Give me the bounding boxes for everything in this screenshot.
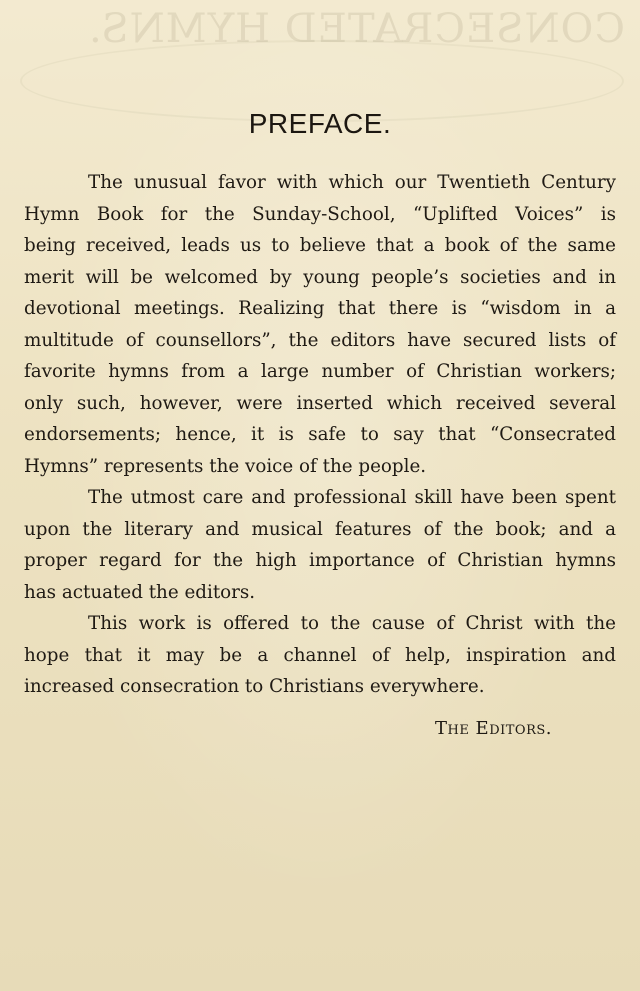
text-line: increased consecration to Christians everywhere. bbox=[24, 676, 485, 697]
paragraph-1 bbox=[24, 167, 616, 482]
text-line: endorsements; hence, it is safe to say that “Consecrated bbox=[24, 424, 616, 445]
text-line: multitude of counsellors”, the editors have secured lists of bbox=[24, 329, 616, 351]
text-line: merit will be welcomed by young people’s societies and in bbox=[24, 266, 616, 288]
text-line: Hymns” represents the voice of the people. bbox=[24, 455, 427, 477]
text-line: Hymn Book for the Sunday-School, “Uplifted Voices” is bbox=[24, 203, 616, 225]
paragraph-3 bbox=[24, 608, 616, 703]
page-title: PREFACE. bbox=[248, 108, 392, 139]
text-line: upon the literary and musical features of the book; and a bbox=[24, 518, 616, 540]
paragraph-2 bbox=[24, 482, 616, 608]
bleed-through-text: CONSECRATED HYMNS. bbox=[88, 6, 626, 52]
signature: The Editors. bbox=[435, 718, 552, 739]
text-line: being received, leads us to believe that a book of the same bbox=[24, 235, 616, 256]
text-line: only such, however, were inserted which received several bbox=[24, 392, 616, 414]
text-line: The utmost care and professional skill have been spent bbox=[88, 487, 616, 508]
text-line: The unusual favor with which our Twentieth Century bbox=[88, 172, 616, 193]
text-line: favorite hymns from a large number of Christian workers; bbox=[24, 361, 616, 382]
text-line: This work is offered to the cause of Christ with the bbox=[88, 613, 616, 634]
text-line: devotional meetings. Realizing that there is “wisdom in a bbox=[24, 298, 616, 319]
text-line: proper regard for the high importance of Christian hymns bbox=[24, 550, 616, 571]
text-line: hope that it may be a channel of help, inspiration and bbox=[24, 644, 616, 666]
text-line: has actuated the editors. bbox=[24, 581, 256, 603]
